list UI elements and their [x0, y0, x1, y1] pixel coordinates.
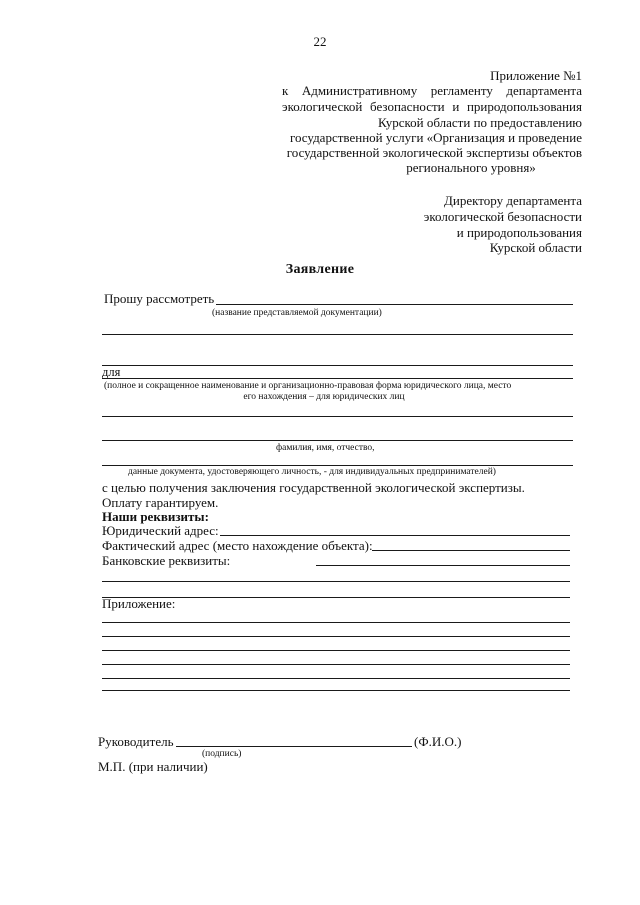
blank-line[interactable]: [102, 664, 570, 665]
blank-line[interactable]: [102, 416, 573, 417]
entity-hint: (полное и сокращенное наименование и организационно-правовая форма юридического лица, место: [104, 381, 512, 391]
signature-hint: (подпись): [202, 749, 242, 759]
blank-line[interactable]: [102, 678, 570, 679]
appendix-line: экологической безопасности и природопользования: [282, 99, 582, 114]
blank-line[interactable]: [102, 690, 570, 691]
for-label: для: [102, 365, 121, 379]
bank-details-underline[interactable]: [316, 565, 570, 566]
stamp-label: М.П. (при наличии): [98, 759, 208, 774]
purpose-text: с целью получения заключения государственной экологической экспертизы.: [102, 480, 525, 495]
addressee-line: и природопользования: [456, 225, 582, 240]
request-underline[interactable]: [216, 304, 573, 305]
addressee-line: Директору департамента: [444, 193, 582, 208]
blank-line[interactable]: [102, 365, 573, 366]
blank-line[interactable]: [102, 622, 570, 623]
appendix-title: Приложение №1: [490, 68, 582, 83]
fio-hint: фамилия, имя, отчество,: [276, 443, 375, 453]
blank-line[interactable]: [102, 581, 570, 582]
attachment-label: Приложение:: [102, 596, 176, 611]
blank-line[interactable]: [102, 636, 570, 637]
blank-line[interactable]: [102, 465, 573, 466]
signature-underline[interactable]: [176, 746, 412, 747]
legal-address-label: Юридический адрес:: [102, 523, 219, 538]
appendix-line: регионального уровня»: [406, 160, 536, 175]
entity-hint: его нахождения – для юридических лиц: [243, 392, 405, 402]
requisites-title: Наши реквизиты:: [102, 509, 209, 524]
appendix-line: Курской области по предоставлению: [378, 115, 582, 130]
actual-address-underline[interactable]: [372, 550, 570, 551]
payment-text: Оплату гарантируем.: [102, 495, 219, 510]
form-title: Заявление: [285, 262, 355, 277]
blank-line[interactable]: [102, 650, 570, 651]
page-number: 22: [313, 34, 327, 49]
legal-address-underline[interactable]: [220, 535, 570, 536]
for-underline[interactable]: [102, 378, 573, 379]
appendix-line: к Административному регламенту департамента: [282, 83, 582, 98]
appendix-line: государственной услуги «Организация и проведение: [289, 130, 582, 145]
bank-details-label: Банковские реквизиты:: [102, 553, 231, 568]
doc-name-hint: (название представляемой документации): [212, 308, 382, 318]
id-hint: данные документа, удостоверяющего личность, - для индивидуальных предпринимателей): [128, 467, 496, 477]
actual-address-label: Фактический адрес (место нахождение объекта):: [102, 538, 373, 553]
fio-label: (Ф.И.О.): [414, 734, 462, 749]
request-label: Прошу рассмотреть: [104, 291, 215, 306]
head-label: Руководитель: [98, 734, 174, 749]
addressee-line: Курской области: [489, 240, 582, 255]
blank-line[interactable]: [102, 334, 573, 335]
blank-line[interactable]: [102, 440, 573, 441]
appendix-line: государственной экологической экспертизы объектов: [286, 145, 582, 160]
addressee-line: экологической безопасности: [423, 209, 582, 224]
